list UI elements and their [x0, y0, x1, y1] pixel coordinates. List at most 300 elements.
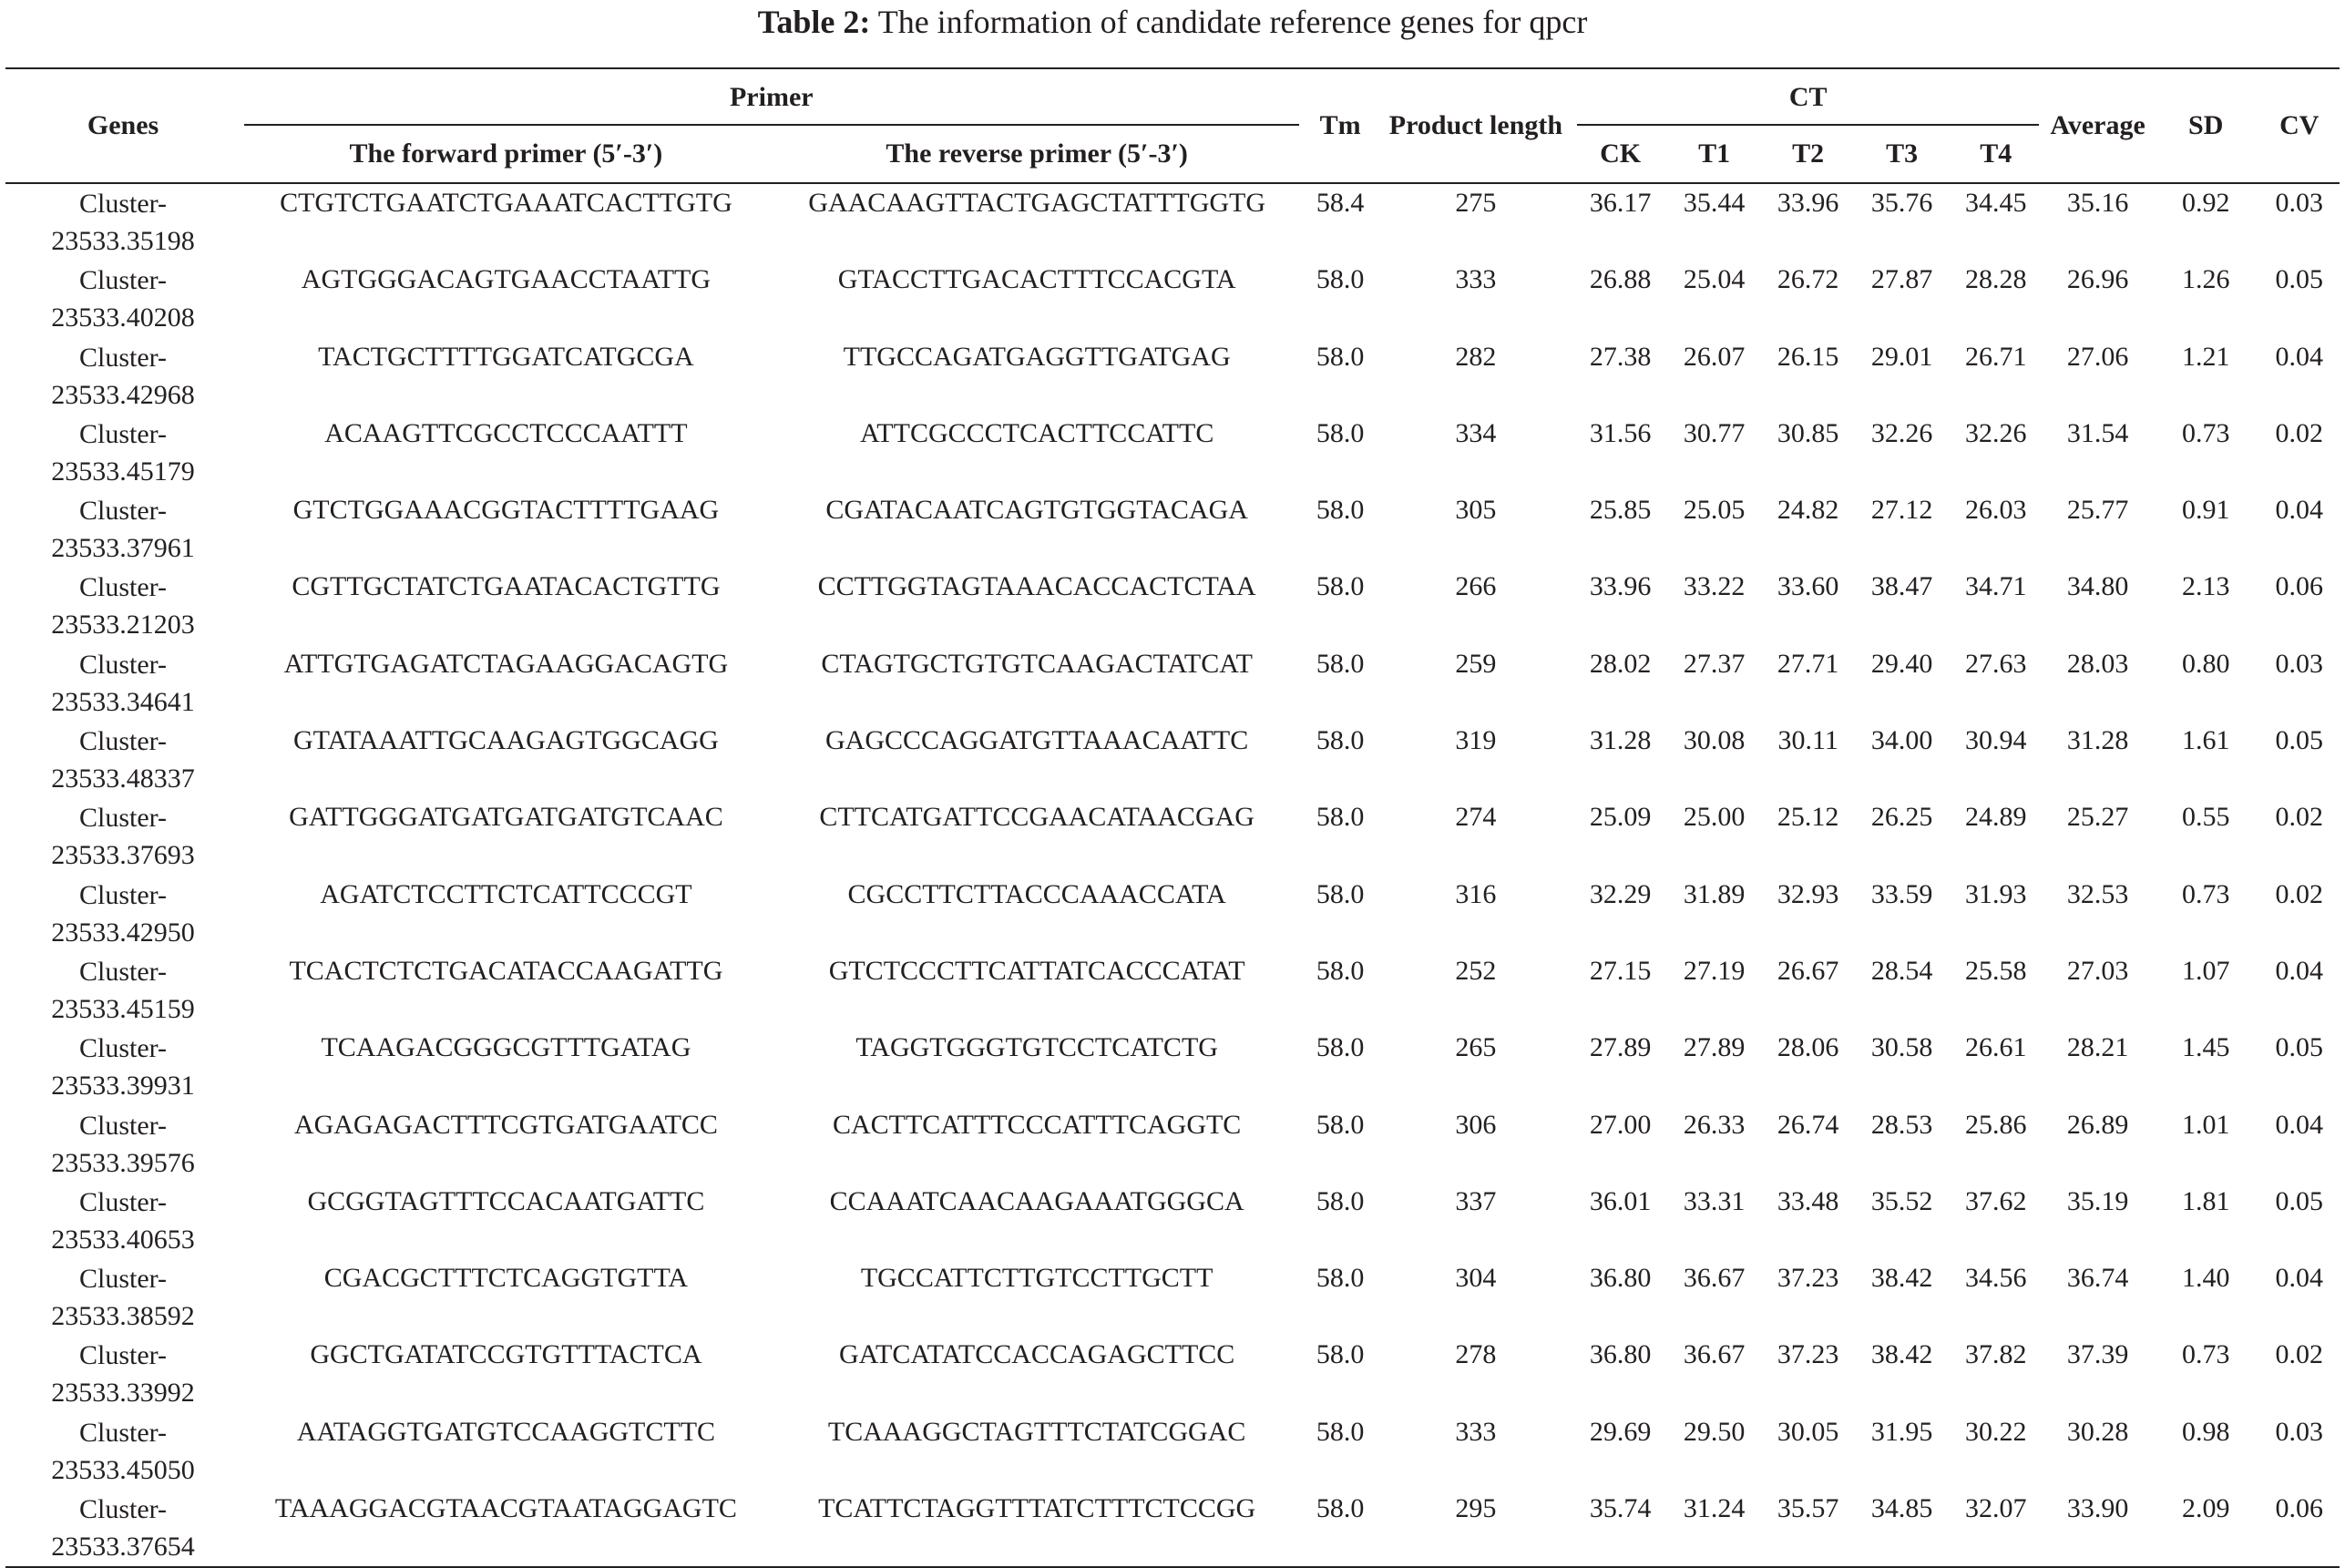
forward-primer-cell: ACAAGTTCGCCTCCCAATTT [324, 417, 688, 448]
tm-cell: 58.0 [1316, 1185, 1365, 1216]
gene-cell [5, 415, 241, 491]
product-length-cell: 304 [1455, 1263, 1497, 1294]
average-cell: 35.16 [2066, 188, 2129, 218]
forward-primer-cell: AGATCTCCTTCTCATTCCCGT [320, 878, 692, 909]
table-row [5, 491, 2340, 568]
sd-cell: 0.73 [2181, 417, 2230, 448]
header-ct-label: CT [1788, 82, 1828, 112]
table-row [5, 338, 2340, 415]
t3-cell: 32.26 [1870, 417, 1933, 448]
table-row [5, 1183, 2340, 1259]
gene-prefix: Cluster- [79, 418, 168, 449]
t1-cell: 30.77 [1683, 417, 1746, 448]
cv-cell: 0.06 [2275, 571, 2323, 602]
gene-id: 23533.33992 [51, 1378, 195, 1409]
gene-id: 23533.37654 [51, 1532, 195, 1563]
gene-id: 23533.38592 [51, 1301, 195, 1332]
sd-cell: 0.80 [2181, 648, 2230, 679]
reverse-primer-cell: ATTCGCCCTCACTTCCATTC [859, 417, 1214, 448]
t1-cell: 27.19 [1683, 955, 1746, 986]
t4-cell: 25.58 [1964, 955, 2027, 986]
cv-cell: 0.04 [2275, 955, 2323, 986]
forward-primer-cell: CTGTCTGAATCTGAAATCACTTGTG [280, 188, 732, 218]
sd-cell: 0.55 [2181, 802, 2230, 833]
average-cell: 25.77 [2066, 495, 2129, 526]
forward-primer-cell: GATTGGGATGATGATGATGTCAAC [289, 802, 723, 833]
header-sd: SD [2188, 110, 2224, 140]
tm-cell: 58.4 [1316, 188, 1365, 218]
average-cell: 32.53 [2066, 878, 2129, 909]
gene-id: 23533.45179 [51, 456, 195, 487]
average-cell: 35.19 [2066, 1185, 2129, 1216]
gene-cell [5, 952, 241, 1029]
sd-cell: 0.73 [2181, 1339, 2230, 1370]
ck-cell: 27.38 [1589, 341, 1652, 372]
t4-cell: 34.71 [1964, 571, 2027, 602]
t1-cell: 25.04 [1683, 264, 1746, 295]
tm-cell: 58.0 [1316, 1032, 1365, 1063]
t1-cell: 25.00 [1683, 802, 1746, 833]
gene-id: 23533.40208 [51, 302, 195, 333]
table-title: The information of candidate reference genes for qpcr [870, 4, 1588, 40]
tm-cell: 58.0 [1316, 802, 1365, 833]
t2-cell: 27.71 [1777, 648, 1839, 679]
t4-cell: 34.56 [1964, 1263, 2027, 1294]
forward-primer-cell: GGCTGATATCCGTGTTTACTCA [310, 1339, 702, 1370]
reverse-primer-cell: CGCCTTCTTACCCAAACCATA [847, 878, 1226, 909]
average-cell: 28.21 [2066, 1032, 2129, 1063]
t1-cell: 27.37 [1683, 648, 1746, 679]
header-t1: T1 [1698, 138, 1731, 169]
product-length-cell: 334 [1455, 417, 1497, 448]
sd-cell: 1.07 [2181, 955, 2230, 986]
table-row [5, 415, 2340, 491]
primer-group-rule [244, 124, 1298, 126]
gene-prefix: Cluster- [79, 1110, 168, 1141]
ck-cell: 35.74 [1589, 1493, 1652, 1524]
table-row [5, 1259, 2340, 1336]
t2-cell: 28.06 [1777, 1032, 1839, 1063]
forward-primer-cell: TAAAGGACGTAACGTAATAGGAGTC [274, 1493, 737, 1524]
tm-cell: 58.0 [1316, 1339, 1365, 1370]
reverse-primer-cell: TCAAAGGCTAGTTTCTATCGGAC [827, 1416, 1246, 1447]
gene-id: 23533.39931 [51, 1071, 195, 1102]
header-row-bottom [5, 126, 2340, 183]
cv-cell: 0.05 [2275, 1032, 2323, 1063]
average-cell: 27.03 [2066, 955, 2129, 986]
gene-cell [5, 1029, 241, 1105]
gene-prefix: Cluster- [79, 1186, 168, 1217]
t4-cell: 32.07 [1964, 1493, 2027, 1524]
header-cv: CV [2279, 110, 2319, 140]
sd-cell: 2.13 [2181, 571, 2230, 602]
tm-cell: 58.0 [1316, 495, 1365, 526]
cv-cell: 0.05 [2275, 1185, 2323, 1216]
table-row [5, 1490, 2340, 1567]
gene-id: 23533.42950 [51, 917, 195, 948]
average-cell: 30.28 [2066, 1416, 2129, 1447]
ck-cell: 28.02 [1589, 648, 1652, 679]
cv-cell: 0.05 [2275, 725, 2323, 756]
ck-cell: 31.56 [1589, 417, 1652, 448]
table-row [5, 645, 2340, 722]
product-length-cell: 275 [1455, 188, 1497, 218]
forward-primer-cell: TCACTCTCTGACATACCAAGATTG [289, 955, 723, 986]
sd-cell: 0.98 [2181, 1416, 2230, 1447]
tm-cell: 58.0 [1316, 1263, 1365, 1294]
forward-primer-cell: TCAAGACGGGCGTTTGATAG [321, 1032, 691, 1063]
reverse-primer-cell: GAGCCCAGGATGTTAAACAATTC [825, 725, 1249, 756]
gene-cell [5, 1413, 241, 1490]
header-average: Average [2050, 110, 2145, 140]
ck-cell: 27.89 [1589, 1032, 1652, 1063]
t2-cell: 24.82 [1777, 495, 1839, 526]
t4-cell: 37.62 [1964, 1185, 2027, 1216]
forward-primer-cell: GTCTGGAAACGGTACTTTTGAAG [292, 495, 720, 526]
tm-cell: 58.0 [1316, 1416, 1365, 1447]
t2-cell: 33.60 [1777, 571, 1839, 602]
forward-primer-cell: ATTGTGAGATCTAGAAGGACAGTG [283, 648, 729, 679]
t3-cell: 29.40 [1870, 648, 1933, 679]
product-length-cell: 319 [1455, 725, 1497, 756]
tm-cell: 58.0 [1316, 1109, 1365, 1140]
t2-cell: 33.48 [1777, 1185, 1839, 1216]
t2-cell: 37.23 [1777, 1263, 1839, 1294]
gene-cell [5, 722, 241, 798]
tm-cell: 58.0 [1316, 648, 1365, 679]
t2-cell: 26.67 [1777, 955, 1839, 986]
t1-cell: 29.50 [1683, 1416, 1746, 1447]
gene-cell [5, 1106, 241, 1183]
average-cell: 36.74 [2066, 1263, 2129, 1294]
t1-cell: 27.89 [1683, 1032, 1746, 1063]
t2-cell: 30.85 [1777, 417, 1839, 448]
reverse-primer-cell: TCATTCTAGGTTTATCTTTCTCCGG [818, 1493, 1256, 1524]
sd-cell: 1.01 [2181, 1109, 2230, 1140]
header-t2: T2 [1792, 138, 1825, 169]
ck-cell: 36.01 [1589, 1185, 1652, 1216]
t3-cell: 35.76 [1870, 188, 1933, 218]
gene-cell [5, 183, 241, 261]
t1-cell: 26.33 [1683, 1109, 1746, 1140]
gene-cell [5, 876, 241, 952]
product-length-cell: 265 [1455, 1032, 1497, 1063]
gene-id: 23533.40653 [51, 1224, 195, 1255]
average-cell: 31.28 [2066, 725, 2129, 756]
t2-cell: 26.74 [1777, 1109, 1839, 1140]
header-forward-primer: The forward primer (5′-3′) [349, 138, 663, 169]
reverse-primer-cell: GAACAAGTTACTGAGCTATTTGGTG [808, 188, 1266, 218]
gene-prefix: Cluster- [79, 1340, 168, 1371]
t3-cell: 28.54 [1870, 955, 1933, 986]
gene-cell [5, 491, 241, 568]
reverse-primer-cell: CTTCATGATTCCGAACATAACGAG [819, 802, 1254, 833]
reverse-primer-cell: TTGCCAGATGAGGTTGATGAG [843, 341, 1231, 372]
ck-cell: 33.96 [1589, 571, 1652, 602]
t1-cell: 31.24 [1683, 1493, 1746, 1524]
sd-cell: 1.45 [2181, 1032, 2230, 1063]
t3-cell: 29.01 [1870, 341, 1933, 372]
gene-cell [5, 568, 241, 644]
t1-cell: 33.31 [1683, 1185, 1746, 1216]
cv-cell: 0.04 [2275, 1263, 2323, 1294]
table-label: Table 2: [757, 4, 871, 40]
ck-cell: 27.15 [1589, 955, 1652, 986]
t4-cell: 26.03 [1964, 495, 2027, 526]
t4-cell: 26.61 [1964, 1032, 2027, 1063]
t3-cell: 31.95 [1870, 1416, 1933, 1447]
t1-cell: 26.07 [1683, 341, 1746, 372]
t1-cell: 36.67 [1683, 1263, 1746, 1294]
gene-cell [5, 1336, 241, 1412]
product-length-cell: 282 [1455, 341, 1497, 372]
t3-cell: 28.53 [1870, 1109, 1933, 1140]
t2-cell: 25.12 [1777, 802, 1839, 833]
gene-id: 23533.21203 [51, 610, 195, 641]
t3-cell: 38.47 [1870, 571, 1933, 602]
t3-cell: 34.00 [1870, 725, 1933, 756]
cv-cell: 0.04 [2275, 341, 2323, 372]
tm-cell: 58.0 [1316, 341, 1365, 372]
table-row [5, 952, 2340, 1029]
product-length-cell: 333 [1455, 264, 1497, 295]
reverse-primer-cell: CCAAATCAACAAGAAATGGGCA [829, 1185, 1244, 1216]
t2-cell: 30.05 [1777, 1416, 1839, 1447]
table-row [5, 1336, 2340, 1412]
t4-cell: 28.28 [1964, 264, 2027, 295]
header-ck: CK [1600, 138, 1642, 169]
average-cell: 26.89 [2066, 1109, 2129, 1140]
table-row [5, 1106, 2340, 1183]
sd-cell: 1.40 [2181, 1263, 2230, 1294]
table-row [5, 1413, 2340, 1490]
forward-primer-cell: AGTGGGACAGTGAACCTAATTG [301, 264, 712, 295]
tm-cell: 58.0 [1316, 725, 1365, 756]
t4-cell: 25.86 [1964, 1109, 2027, 1140]
gene-prefix: Cluster- [79, 1494, 168, 1525]
ck-cell: 29.69 [1589, 1416, 1652, 1447]
sd-cell: 0.92 [2181, 188, 2230, 218]
average-cell: 26.96 [2066, 264, 2129, 295]
average-cell: 28.03 [2066, 648, 2129, 679]
gene-id: 23533.37693 [51, 840, 195, 871]
gene-cell [5, 1259, 241, 1336]
t2-cell: 26.15 [1777, 341, 1839, 372]
tm-cell: 58.0 [1316, 955, 1365, 986]
sd-cell: 0.73 [2181, 878, 2230, 909]
ct-group-rule [1577, 124, 2039, 126]
gene-prefix: Cluster- [79, 265, 168, 296]
sd-cell: 1.26 [2181, 264, 2230, 295]
cv-cell: 0.02 [2275, 417, 2323, 448]
product-length-cell: 295 [1455, 1493, 1497, 1524]
gene-cell [5, 261, 241, 337]
t3-cell: 26.25 [1870, 802, 1933, 833]
ck-cell: 31.28 [1589, 725, 1652, 756]
t3-cell: 33.59 [1870, 878, 1933, 909]
gene-id: 23533.35198 [51, 226, 195, 256]
forward-primer-cell: AGAGAGACTTTCGTGATGAATCC [293, 1109, 718, 1140]
gene-id: 23533.34641 [51, 686, 195, 717]
t4-cell: 31.93 [1964, 878, 2027, 909]
gene-id: 23533.37961 [51, 533, 195, 564]
reverse-primer-cell: CTAGTGCTGTGTCAAGACTATCAT [821, 648, 1253, 679]
average-cell: 31.54 [2066, 417, 2129, 448]
gene-prefix: Cluster- [79, 803, 168, 834]
t2-cell: 35.57 [1777, 1493, 1839, 1524]
tm-cell: 58.0 [1316, 878, 1365, 909]
t1-cell: 31.89 [1683, 878, 1746, 909]
table-row [5, 261, 2340, 337]
t2-cell: 37.23 [1777, 1339, 1839, 1370]
forward-primer-cell: GCGGTAGTTTCCACAATGATTC [307, 1185, 705, 1216]
gene-prefix: Cluster- [79, 1417, 168, 1448]
t1-cell: 25.05 [1683, 495, 1746, 526]
t4-cell: 30.94 [1964, 725, 2027, 756]
average-cell: 34.80 [2066, 571, 2129, 602]
forward-primer-cell: GTATAAATTGCAAGAGTGGCAGG [293, 725, 719, 756]
header-product-length: Product length [1388, 110, 1563, 140]
cv-cell: 0.03 [2275, 1416, 2323, 1447]
gene-prefix: Cluster- [79, 726, 168, 757]
header-t3: T3 [1886, 138, 1919, 169]
t3-cell: 38.42 [1870, 1263, 1933, 1294]
ck-cell: 25.09 [1589, 802, 1652, 833]
ck-cell: 26.88 [1589, 264, 1652, 295]
table-row [5, 568, 2340, 644]
table-row [5, 1029, 2340, 1105]
average-cell: 27.06 [2066, 341, 2129, 372]
t1-cell: 30.08 [1683, 725, 1746, 756]
cv-cell: 0.04 [2275, 1109, 2323, 1140]
t3-cell: 38.42 [1870, 1339, 1933, 1370]
reverse-primer-cell: CGATACAATCAGTGTGGTACAGA [825, 495, 1248, 526]
header-genes: Genes [87, 110, 159, 140]
t1-cell: 36.67 [1683, 1339, 1746, 1370]
reverse-primer-cell: TGCCATTCTTGTCCTTGCTT [860, 1263, 1213, 1294]
sd-cell: 2.09 [2181, 1493, 2230, 1524]
gene-cell [5, 645, 241, 722]
cv-cell: 0.02 [2275, 1339, 2323, 1370]
header-primer [241, 68, 1302, 126]
forward-primer-cell: TACTGCTTTTGGATCATGCGA [318, 341, 694, 372]
average-cell: 33.90 [2066, 1493, 2129, 1524]
average-cell: 25.27 [2066, 802, 2129, 833]
t2-cell: 32.93 [1777, 878, 1839, 909]
t2-cell: 30.11 [1777, 725, 1838, 756]
sd-cell: 1.81 [2181, 1185, 2230, 1216]
t4-cell: 34.45 [1964, 188, 2027, 218]
average-cell: 37.39 [2066, 1339, 2129, 1370]
gene-id: 23533.42968 [51, 379, 195, 410]
reverse-primer-cell: GTACCTTGACACTTTCCACGTA [837, 264, 1236, 295]
gene-id: 23533.45050 [51, 1454, 195, 1485]
table-row [5, 722, 2340, 798]
t3-cell: 34.85 [1870, 1493, 1933, 1524]
t4-cell: 30.22 [1964, 1416, 2027, 1447]
cv-cell: 0.02 [2275, 802, 2323, 833]
t4-cell: 26.71 [1964, 341, 2027, 372]
t3-cell: 35.52 [1870, 1185, 1933, 1216]
sd-cell: 1.61 [2181, 725, 2230, 756]
ck-cell: 36.80 [1589, 1339, 1652, 1370]
reverse-primer-cell: GATCATATCCACCAGAGCTTCC [838, 1339, 1235, 1370]
cv-cell: 0.03 [2275, 648, 2323, 679]
gene-prefix: Cluster- [79, 189, 168, 219]
t3-cell: 27.87 [1870, 264, 1933, 295]
gene-prefix: Cluster- [79, 1033, 168, 1064]
gene-prefix: Cluster- [79, 496, 168, 527]
tm-cell: 58.0 [1316, 264, 1365, 295]
gene-prefix: Cluster- [79, 956, 168, 987]
header-t4: T4 [1980, 138, 2012, 169]
header-row-top [5, 68, 2340, 126]
header-primer-label: Primer [729, 82, 814, 112]
ck-cell: 32.29 [1589, 878, 1652, 909]
product-length-cell: 266 [1455, 571, 1497, 602]
t4-cell: 32.26 [1964, 417, 2027, 448]
ck-cell: 36.80 [1589, 1263, 1652, 1294]
header-tm: Tm [1319, 110, 1361, 140]
product-length-cell: 333 [1455, 1416, 1497, 1447]
product-length-cell: 274 [1455, 802, 1497, 833]
reference-genes-table [5, 67, 2340, 1568]
product-length-cell: 305 [1455, 495, 1497, 526]
gene-id: 23533.48337 [51, 764, 195, 794]
t3-cell: 27.12 [1870, 495, 1933, 526]
ck-cell: 36.17 [1589, 188, 1652, 218]
forward-primer-cell: CGTTGCTATCTGAATACACTGTTG [292, 571, 721, 602]
product-length-cell: 259 [1455, 648, 1497, 679]
table-row [5, 183, 2340, 261]
t2-cell: 33.96 [1777, 188, 1839, 218]
gene-prefix: Cluster- [79, 879, 168, 910]
cv-cell: 0.04 [2275, 495, 2323, 526]
gene-prefix: Cluster- [79, 1264, 168, 1295]
gene-prefix: Cluster- [79, 342, 168, 373]
table-caption [0, 0, 2345, 53]
gene-prefix: Cluster- [79, 572, 168, 603]
gene-cell [5, 798, 241, 875]
t4-cell: 37.82 [1964, 1339, 2027, 1370]
reverse-primer-cell: GTCTCCCTTCATTATCACCCATAT [828, 955, 1245, 986]
product-length-cell: 306 [1455, 1109, 1497, 1140]
table-row [5, 798, 2340, 875]
reverse-primer-cell: CACTTCATTTCCCATTTCAGGTC [832, 1109, 1242, 1140]
t1-cell: 33.22 [1683, 571, 1746, 602]
cv-cell: 0.02 [2275, 878, 2323, 909]
header-ct [1573, 68, 2043, 126]
ck-cell: 27.00 [1589, 1109, 1652, 1140]
sd-cell: 0.91 [2181, 495, 2230, 526]
table-row [5, 876, 2340, 952]
t4-cell: 27.63 [1964, 648, 2027, 679]
gene-id: 23533.39576 [51, 1147, 195, 1178]
forward-primer-cell: AATAGGTGATGTCCAAGGTCTTC [296, 1416, 716, 1447]
sd-cell: 1.21 [2181, 341, 2230, 372]
product-length-cell: 252 [1455, 955, 1497, 986]
gene-cell [5, 338, 241, 415]
t2-cell: 26.72 [1777, 264, 1839, 295]
product-length-cell: 316 [1455, 878, 1497, 909]
product-length-cell: 278 [1455, 1339, 1497, 1370]
header-reverse-primer: The reverse primer (5′-3′) [886, 138, 1188, 169]
cv-cell: 0.05 [2275, 264, 2323, 295]
ck-cell: 25.85 [1589, 495, 1652, 526]
tm-cell: 58.0 [1316, 417, 1365, 448]
tm-cell: 58.0 [1316, 571, 1365, 602]
gene-cell [5, 1183, 241, 1259]
